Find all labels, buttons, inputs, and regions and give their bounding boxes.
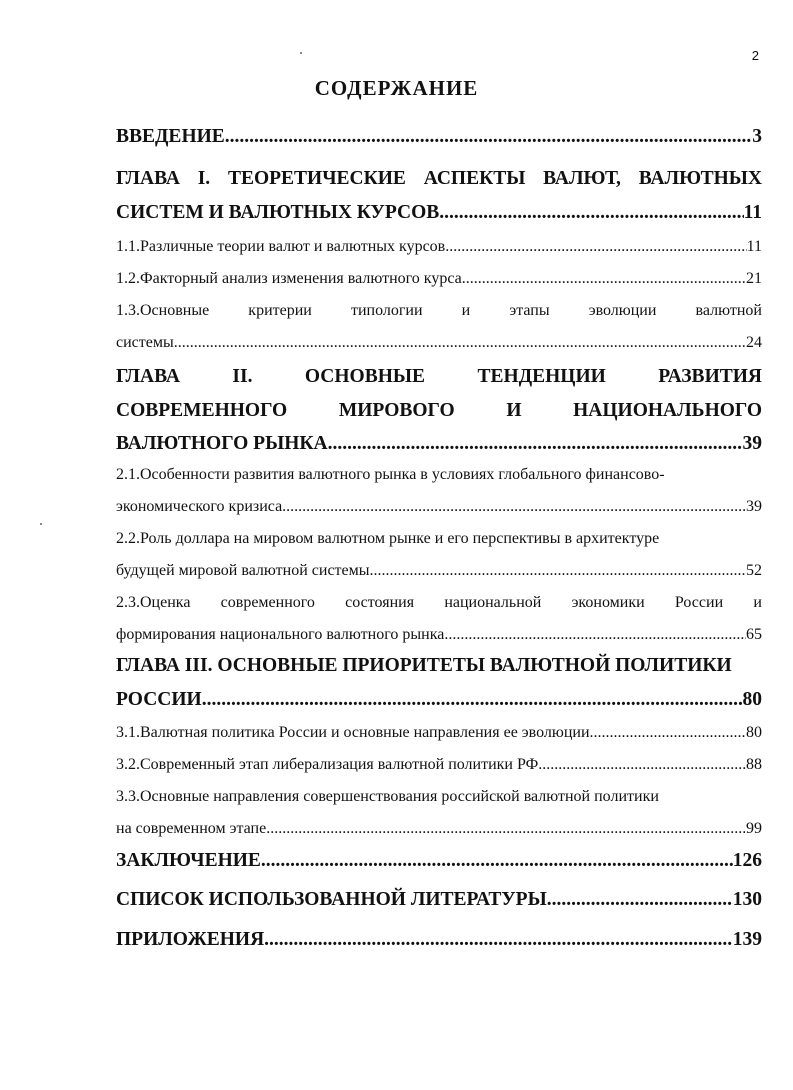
- toc-chapter2-line3: ВАЛЮТНОГО РЫНКА ..... 39: [116, 433, 762, 455]
- toc-section-1-3-line2: системы ..... 24: [116, 334, 762, 352]
- toc-section-2-2-line1: 2.2.Роль доллара на мировом валютном рынке и его перспективы в архитектуре: [116, 530, 660, 547]
- toc-section-3-2: 3.2.Современный этап либерализация валютной политики РФ ..... 88: [116, 756, 762, 774]
- toc-section-1-1: 1.1.Различные теории валют и валютных курсов ..... 11: [116, 238, 762, 256]
- toc-section-2-2-line2: будущей мировой валютной системы ..... 52: [116, 562, 762, 580]
- toc-chapter2-line2: СОВРЕМЕННОГО МИРОВОГО И НАЦИОНАЛЬНОГО: [116, 400, 762, 421]
- toc-chapter1-line1: ГЛАВА I. ТЕОРЕТИЧЕСКИЕ АСПЕКТЫ ВАЛЮТ, ВАЛЮТНЫХ: [116, 168, 762, 189]
- toc-chapter1-line2: СИСТЕМ И ВАЛЮТНЫХ КУРСОВ ..... 11: [116, 202, 762, 224]
- toc-section-2-3-line2: формирования национального валютного рынка ..... 65: [116, 626, 762, 644]
- toc-chapter3-line2: РОССИИ ..... 80: [116, 689, 762, 711]
- toc-entry-conclusion: ЗАКЛЮЧЕНИЕ ..... 126: [116, 850, 762, 872]
- toc-section-2-3-line1: 2.3.Оценка современного состояния национальной экономики России и: [116, 594, 762, 611]
- page-title: СОДЕРЖАНИЕ: [314, 76, 479, 100]
- toc-chapter2-line1: ГЛАВА II. ОСНОВНЫЕ ТЕНДЕНЦИИ РАЗВИТИЯ: [116, 366, 762, 387]
- scan-speck: [40, 523, 42, 525]
- scan-speck: [300, 52, 302, 54]
- toc-section-1-3-line1: 1.3.Основные критерии типологии и этапы эволюции валютной: [116, 302, 762, 319]
- toc-section-3-3-line1: 3.3.Основные направления совершенствования российской валютной политики: [116, 788, 659, 805]
- toc-section-2-1-line1: 2.1.Особенности развития валютного рынка в условиях глобального финансово-: [116, 466, 665, 483]
- toc-section-3-1: 3.1.Валютная политика России и основные направления ее эволюции ..... 80: [116, 724, 762, 742]
- page-number: 2: [751, 48, 759, 63]
- toc-entry-intro: ВВЕДЕНИЕ ..... 3: [116, 126, 762, 148]
- toc-section-2-1-line2: экономического кризиса ..... 39: [116, 498, 762, 516]
- toc-section-3-3-line2: на современном этапе ..... 99: [116, 820, 762, 838]
- toc-entry-appendix: ПРИЛОЖЕНИЯ ..... 139: [116, 929, 762, 951]
- toc-chapter3-line1: ГЛАВА III. ОСНОВНЫЕ ПРИОРИТЕТЫ ВАЛЮТНОЙ ПОЛИТИКИ: [116, 655, 732, 676]
- toc-section-1-2: 1.2.Факторный анализ изменения валютного курса ..... 21: [116, 270, 762, 288]
- toc-entry-references: СПИСОК ИСПОЛЬЗОВАННОЙ ЛИТЕРАТУРЫ ..... 130: [116, 889, 762, 911]
